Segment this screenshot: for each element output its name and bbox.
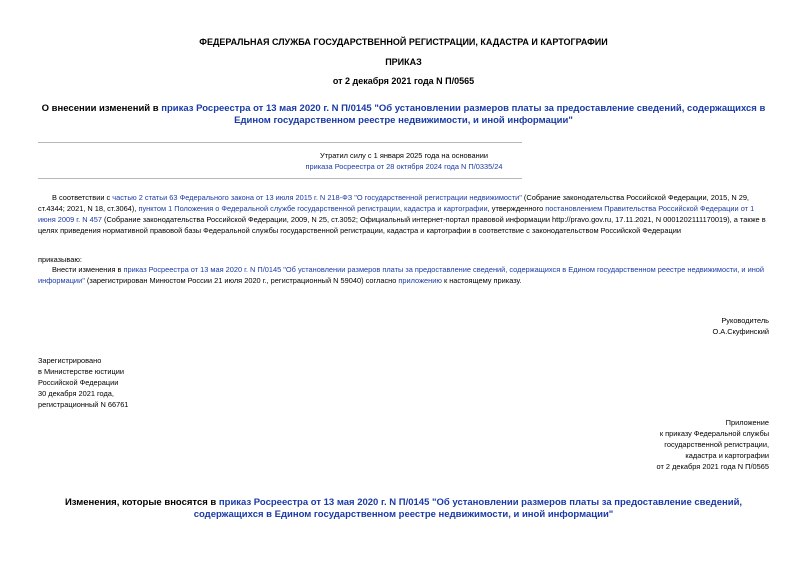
order-text-1: Внести изменения в	[52, 265, 124, 274]
repeal-notice	[270, 150, 538, 172]
appendix-line: Приложение	[725, 418, 769, 427]
changes-title-prefix: Изменения, которые вносятся в	[64, 497, 219, 508]
appendix-line: кадастра и картографии	[685, 451, 769, 460]
appendix-line: государственной регистрации,	[664, 440, 769, 449]
doc-title-prefix: О внесении изменений в	[41, 103, 162, 114]
appendix-line: от 2 декабря 2021 года N П/0565	[656, 462, 769, 471]
signature-name: О.А.Скуфинский	[712, 327, 769, 336]
order-label: приказываю:	[38, 255, 82, 264]
doc-type: ПРИКАЗ	[385, 57, 422, 67]
divider-bottom	[38, 178, 522, 179]
repeal-notice-text: Утратил силу с 1 января 2025 года на основании	[320, 151, 488, 160]
order-text-2: (зарегистрирован Минюстом России 21 июля 2020 г., регистрационный N 59040) согласно	[84, 276, 399, 285]
appendix-block	[520, 417, 769, 472]
preamble-text-1: В соответствии с	[52, 193, 113, 202]
order-amended-link[interactable]: приказ Росреестра от 13 мая 2020 г. N П/0145 "Об установлении размеров платы за предоставление сведений, содержащихся в Едином государственном реестре недвижимости, и иной информации"	[38, 265, 765, 285]
doc-date-number: от 2 декабря 2021 года N П/0565	[332, 76, 475, 86]
order-paragraph	[38, 264, 769, 286]
divider-top	[38, 142, 522, 143]
signature-block	[520, 315, 769, 337]
registration-line: Российской Федерации	[38, 378, 119, 387]
order-text-3: к настоящему приказу.	[441, 276, 522, 285]
appendix-link[interactable]: приложению	[398, 276, 442, 285]
registration-line: 30 декабря 2021 года,	[38, 389, 114, 398]
doc-title-link[interactable]: приказ Росреестра от 13 мая 2020 г. N П/0145 "Об установлении размеров платы за предоставление сведений, содержащихся в Едином государственном реестре недвижимости, и иной информации"	[161, 103, 766, 126]
registration-line: в Министерстве юстиции	[38, 367, 125, 376]
signature-role: Руководитель	[721, 316, 769, 325]
preamble-text-3: , утвержденного	[487, 204, 546, 213]
changes-title	[40, 497, 767, 521]
preamble-text-2: (Собрание законодательства Российской Федерации, 2015, N 29, ст.4344; 2021, N 18, ст.3064),	[38, 193, 749, 213]
changes-title-link[interactable]: приказ Росреестра от 13 мая 2020 г. N П/0145 "Об установлении размеров платы за предоставление сведений, содержащихся в Едином государственном реестре недвижимости, и иной информации"	[193, 497, 743, 520]
regulation-link[interactable]: пунктом 1 Положения о Федеральной службе государственной регистрации, кадастра и картографии	[138, 204, 488, 213]
preamble-text-4: (Собрание законодательства Российской Федерации, 2009, N 25, ст.3052; Официальный интернет-портал правовой информации http://pravo.gov.ru, 17.11.2021, N 0001202111170019), а также в целях приведения нормативной правовой базы Федеральной службы государственной регистрации, кадастра и картографии в соответствие с законодательством Российской Федерации	[38, 215, 766, 235]
agency-name: ФЕДЕРАЛЬНАЯ СЛУЖБА ГОСУДАРСТВЕННОЙ РЕГИСТРАЦИИ, КАДАСТРА И КАРТОГРАФИИ	[199, 37, 608, 47]
registration-block	[38, 355, 238, 410]
appendix-line: к приказу Федеральной службы	[659, 429, 769, 438]
registration-line: Зарегистрировано	[38, 356, 102, 365]
law-218-link[interactable]: частью 2 статьи 63 Федерального закона от 13 июля 2015 г. N 218-ФЗ "О государственной регистрации недвижимости"	[112, 193, 522, 202]
registration-line: регистрационный N 66761	[38, 400, 129, 409]
preamble-paragraph	[38, 192, 769, 236]
government-decree-link[interactable]: постановлением Правительства Российской Федерации от 1 июня 2009 г. N 457	[38, 204, 755, 224]
doc-title	[40, 103, 767, 127]
repeal-notice-link[interactable]: приказа Росреестра от 28 октября 2024 года N П/0335/24	[305, 162, 503, 171]
